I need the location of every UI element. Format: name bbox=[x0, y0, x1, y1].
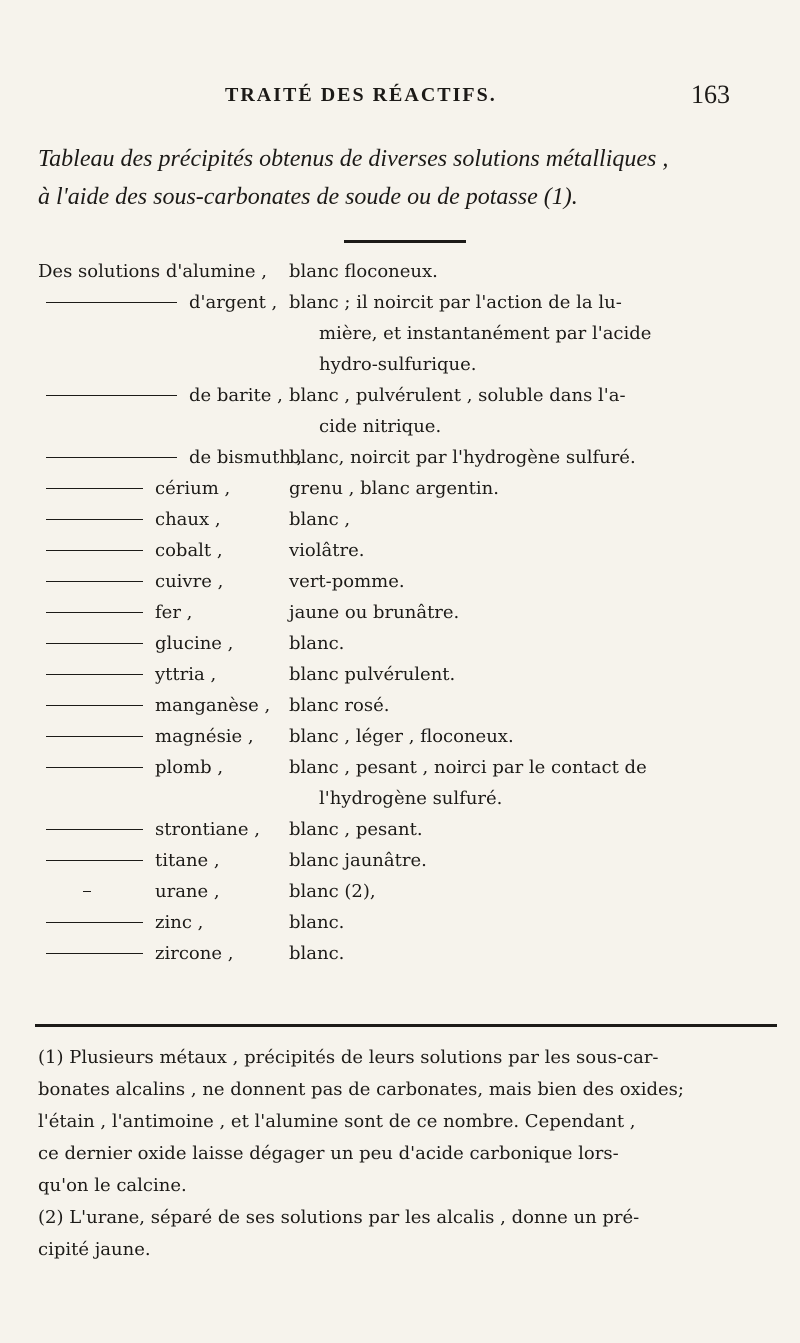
row-solution bbox=[38, 721, 278, 752]
ditto-dash bbox=[46, 643, 143, 644]
row-precipitate bbox=[289, 473, 769, 504]
ditto-dash bbox=[46, 488, 143, 489]
row-solution bbox=[38, 938, 278, 969]
precipitate-line: blanc (2), bbox=[289, 881, 376, 902]
precipitate-line: vert-pomme. bbox=[289, 571, 405, 592]
row-solution bbox=[38, 566, 278, 597]
row-solution bbox=[38, 256, 278, 287]
precipitate-line: cide nitrique. bbox=[319, 416, 442, 437]
precipitate-line: mière, et instantanément par l'acide bbox=[319, 323, 652, 344]
ditto-dash bbox=[46, 860, 143, 861]
ditto-dash bbox=[46, 922, 143, 923]
solution-name: chaux , bbox=[155, 509, 221, 530]
solution-name: d'argent , bbox=[189, 292, 278, 313]
row-precipitate bbox=[289, 535, 769, 566]
ditto-dash bbox=[83, 891, 91, 892]
precipitate-line: jaune ou brunâtre. bbox=[289, 602, 460, 623]
row-precipitate bbox=[289, 876, 769, 907]
solution-name: de bismuth , bbox=[189, 447, 303, 468]
row-precipitate bbox=[289, 442, 769, 473]
ditto-dash bbox=[46, 550, 143, 551]
precipitate-line: grenu , blanc argentin. bbox=[289, 478, 499, 499]
row-solution bbox=[38, 597, 278, 628]
row-precipitate bbox=[289, 659, 769, 690]
row-solution bbox=[38, 473, 278, 504]
row-solution bbox=[38, 845, 278, 876]
precipitate-line: blanc ; il noircit par l'action de la lu- bbox=[289, 292, 622, 313]
solution-name: yttria , bbox=[155, 664, 217, 685]
row-solution bbox=[38, 659, 278, 690]
running-title: TRAITÉ DES RÉACTIFS. bbox=[225, 84, 497, 106]
row-precipitate bbox=[289, 907, 769, 938]
precipitate-line: blanc, noircit par l'hydrogène sulfuré. bbox=[289, 447, 636, 468]
row-precipitate bbox=[289, 752, 769, 814]
precipitate-line: blanc. bbox=[289, 912, 345, 933]
precipitate-line: violâtre. bbox=[289, 540, 365, 561]
row-precipitate bbox=[289, 690, 769, 721]
row-precipitate bbox=[289, 628, 769, 659]
solution-name: glucine , bbox=[155, 633, 234, 654]
solution-name: de barite , bbox=[189, 385, 283, 406]
solution-name: zircone , bbox=[155, 943, 234, 964]
row-precipitate bbox=[289, 566, 769, 597]
row-precipitate bbox=[289, 597, 769, 628]
row-solution bbox=[38, 287, 278, 318]
precipitate-line: blanc. bbox=[289, 943, 345, 964]
solution-name: fer , bbox=[155, 602, 193, 623]
solution-name: magnésie , bbox=[155, 726, 254, 747]
precipitate-line: blanc , léger , floconeux. bbox=[289, 726, 514, 747]
solution-name: titane , bbox=[155, 850, 220, 871]
row-precipitate bbox=[289, 721, 769, 752]
footnote-1 bbox=[38, 1042, 768, 1202]
row-precipitate bbox=[289, 814, 769, 845]
footnote-rule bbox=[35, 1024, 777, 1027]
ditto-dash bbox=[46, 519, 143, 520]
precipitate-line: blanc. bbox=[289, 633, 345, 654]
precipitate-line: blanc rosé. bbox=[289, 695, 390, 716]
solution-name: strontiane , bbox=[155, 819, 260, 840]
row-solution bbox=[38, 628, 278, 659]
table-title-line: Tableau des précipités obtenus de diverses solutions métalliques , bbox=[38, 146, 669, 172]
row-precipitate bbox=[289, 845, 769, 876]
solution-name: zinc , bbox=[155, 912, 204, 933]
solution-name: Des solutions d'alumine , bbox=[38, 261, 267, 282]
title-rule bbox=[344, 240, 466, 243]
precipitate-line: blanc , pulvérulent , soluble dans l'a- bbox=[289, 385, 626, 406]
ditto-dash bbox=[46, 705, 143, 706]
table-title bbox=[38, 140, 758, 216]
row-solution bbox=[38, 504, 278, 535]
row-precipitate bbox=[289, 287, 769, 380]
row-solution bbox=[38, 814, 278, 845]
ditto-dash bbox=[46, 612, 143, 613]
footnotes bbox=[38, 1042, 768, 1266]
footnote-line: cipité jaune. bbox=[38, 1239, 151, 1260]
solution-name: cobalt , bbox=[155, 540, 223, 561]
ditto-dash bbox=[46, 302, 177, 303]
footnote-2 bbox=[38, 1202, 768, 1266]
footnote-line: bonates alcalins , ne donnent pas de carbonates, mais bien des oxides; bbox=[38, 1079, 684, 1100]
ditto-dash bbox=[46, 395, 177, 396]
row-solution bbox=[38, 535, 278, 566]
precipitate-line: blanc floconeux. bbox=[289, 261, 438, 282]
ditto-dash bbox=[46, 581, 143, 582]
row-precipitate bbox=[289, 256, 769, 287]
ditto-dash bbox=[46, 829, 143, 830]
row-precipitate bbox=[289, 504, 769, 535]
ditto-dash bbox=[46, 953, 143, 954]
solution-name: urane , bbox=[155, 881, 220, 902]
row-solution bbox=[38, 876, 278, 907]
row-solution bbox=[38, 690, 278, 721]
footnote-line: (1) Plusieurs métaux , précipités de leurs solutions par les sous-car- bbox=[38, 1047, 659, 1068]
precipitate-line: blanc , pesant , noirci par le contact de bbox=[289, 757, 647, 778]
row-solution bbox=[38, 752, 278, 783]
precipitate-line: l'hydrogène sulfuré. bbox=[319, 788, 503, 809]
ditto-dash bbox=[46, 767, 143, 768]
precipitate-line: blanc pulvérulent. bbox=[289, 664, 456, 685]
precipitate-line: hydro-sulfurique. bbox=[319, 354, 477, 375]
solution-name: plomb , bbox=[155, 757, 224, 778]
precipitate-line: blanc jaunâtre. bbox=[289, 850, 427, 871]
row-solution bbox=[38, 907, 278, 938]
solution-name: cérium , bbox=[155, 478, 231, 499]
precipitate-line: blanc , pesant. bbox=[289, 819, 423, 840]
precipitate-line: blanc , bbox=[289, 509, 351, 530]
page-number: 163 bbox=[691, 80, 730, 109]
solution-name: manganèse , bbox=[155, 695, 271, 716]
footnote-line: l'étain , l'antimoine , et l'alumine sont de ce nombre. Cependant , bbox=[38, 1111, 636, 1132]
footnote-line: qu'on le calcine. bbox=[38, 1175, 187, 1196]
row-solution bbox=[38, 380, 283, 411]
table-title-line: à l'aide des sous-carbonates de soude ou de potasse (1). bbox=[38, 184, 578, 210]
row-solution bbox=[38, 442, 303, 473]
solution-name: cuivre , bbox=[155, 571, 224, 592]
ditto-dash bbox=[46, 457, 177, 458]
footnote-line: ce dernier oxide laisse dégager un peu d'acide carbonique lors- bbox=[38, 1143, 619, 1164]
row-precipitate bbox=[289, 380, 769, 442]
row-precipitate bbox=[289, 938, 769, 969]
page-header bbox=[0, 80, 800, 120]
ditto-dash bbox=[46, 736, 143, 737]
footnote-line: (2) L'urane, séparé de ses solutions par les alcalis , donne un pré- bbox=[38, 1207, 640, 1228]
ditto-dash bbox=[46, 674, 143, 675]
